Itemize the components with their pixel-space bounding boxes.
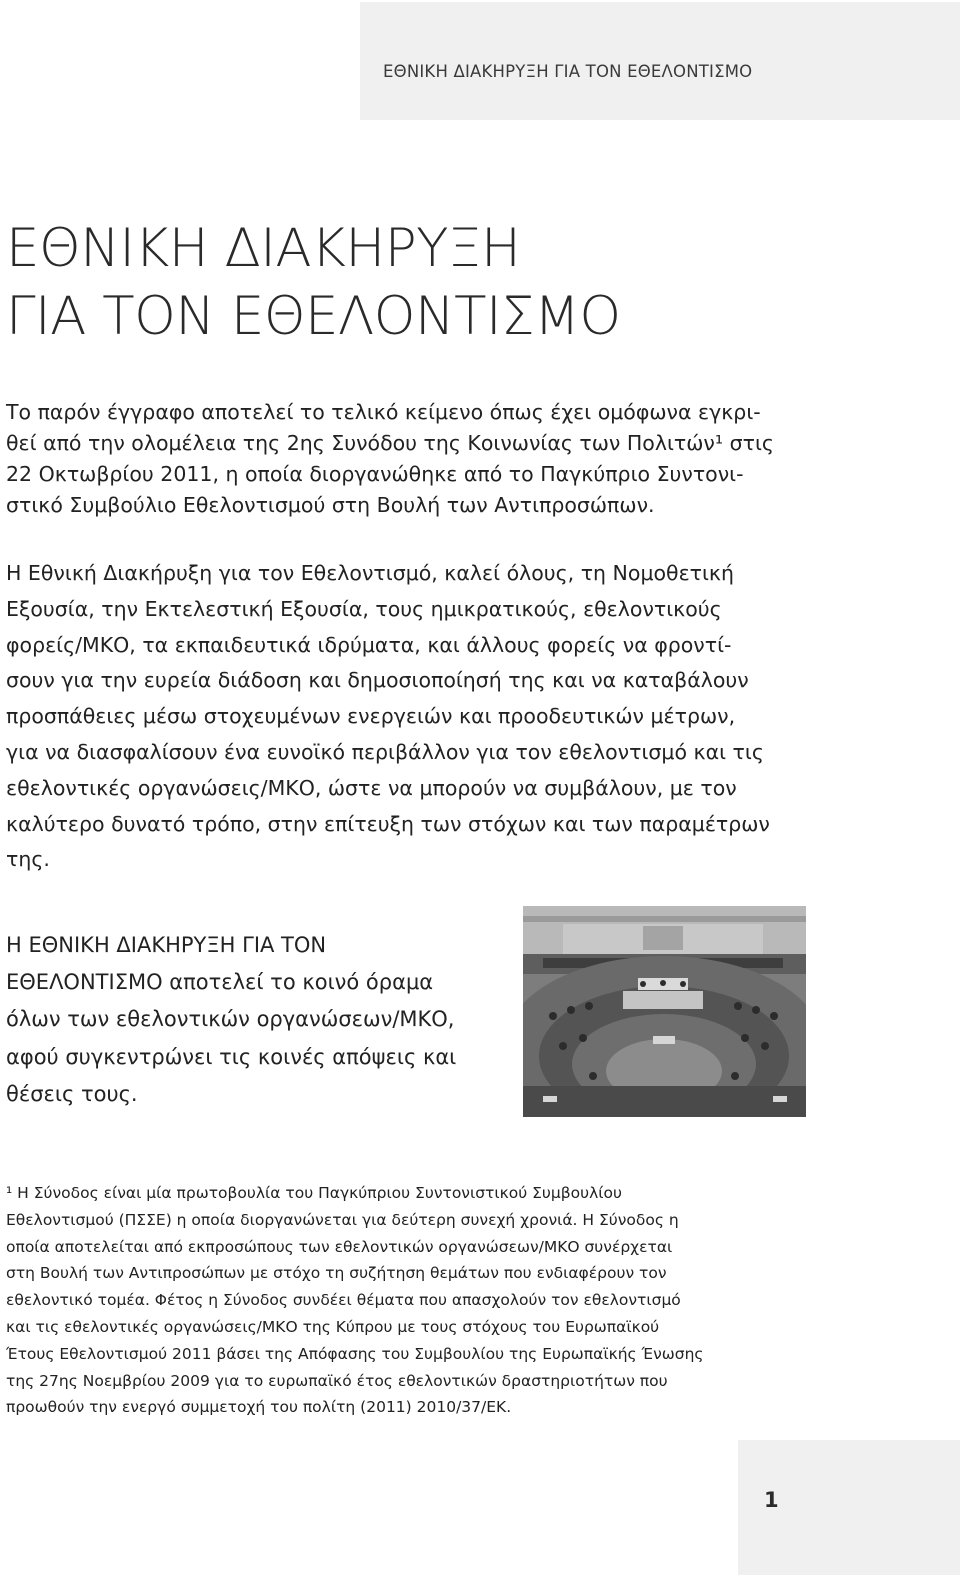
text-line: Η Εθνική Διακήρυξη για τον Εθελοντισμό, καλεί όλους, τη Νομοθετική bbox=[6, 561, 735, 585]
parliament-photo bbox=[523, 906, 806, 1117]
page-number: 1 bbox=[764, 1488, 779, 1512]
intro-paragraph bbox=[6, 397, 806, 521]
header-band bbox=[360, 2, 960, 120]
text-line: αφού συγκεντρώνει τις κοινές απόψεις και bbox=[6, 1044, 457, 1069]
text-line: Το παρόν έγγραφο αποτελεί το τελικό κείμενο όπως έχει ομόφωνα εγκρι- bbox=[6, 400, 761, 424]
title-line: ΓΙΑ ΤΟΝ ΕΘΕΛΟΝΤΙΣΜΟ bbox=[6, 286, 621, 347]
text-line: σουν για την ευρεία διάδοση και δημοσιοποίησή της και να καταβάλουν bbox=[6, 668, 749, 693]
running-title: ΕΘΝΙΚΗ ΔΙΑΚΗΡΥΞΗ ΓΙΑ ΤΟΝ ΕΘΕΛΟΝΤΙΣΜΟ bbox=[383, 62, 753, 81]
text-line: θεί από την ολομέλεια της 2ης Συνόδου της Κοινωνίας των Πολιτών¹ στις bbox=[6, 431, 774, 455]
footnote-line: οποία αποτελείται από εκπροσώπους των εθελοντικών οργανώσεων/ΜΚΟ συνέρχεται bbox=[6, 1237, 673, 1256]
footnote bbox=[6, 1180, 806, 1421]
footnote-line: εθελοντικό τομέα. Φέτος η Σύνοδος συνδέει θέματα που απασχολούν τον εθελοντισμό bbox=[6, 1291, 681, 1310]
text-line: εθελοντικές οργανώσεις/ΜΚΟ, ώστε να μπορούν να συμβάλουν, με τον bbox=[6, 775, 737, 800]
text-line: Εξουσία, την Εκτελεστική Εξουσία, τους ημικρατικούς, εθελοντικούς bbox=[6, 596, 722, 621]
callout-text bbox=[6, 927, 511, 1113]
body-paragraph bbox=[6, 556, 806, 878]
footnote-line: Εθελοντισμού (ΠΣΣΕ) η οποία διοργανώνεται για δεύτερη συνεχή χρονιά. Η Σύνοδος η bbox=[6, 1210, 679, 1229]
text-line: Η ΕΘΝΙΚΗ ΔΙΑΚΗΡΥΞΗ ΓΙΑ ΤΟΝ bbox=[6, 933, 327, 957]
text-line: φορείς/ΜΚΟ, τα εκπαιδευτικά ιδρύματα, και άλλους φορείς να φροντί- bbox=[6, 632, 732, 657]
text-line: όλων των εθελοντικών οργανώσεων/ΜΚΟ, bbox=[6, 1007, 455, 1032]
text-line: ΕΘΕΛΟΝΤΙΣΜΟ αποτελεί το κοινό όραμα bbox=[6, 970, 434, 995]
text-line: θέσεις τους. bbox=[6, 1081, 138, 1106]
text-line: για να διασφαλίσουν ένα ευνοϊκό περιβάλλον για τον εθελοντισμό και τις bbox=[6, 739, 764, 764]
text-line: στικό Συμβούλιο Εθελοντισμού στη Βουλή των Αντιπροσώπων. bbox=[6, 493, 655, 517]
footnote-line: της 27ης Νοεμβρίου 2009 για το ευρωπαϊκό έτος εθελοντικών δραστηριοτήτων που bbox=[6, 1371, 668, 1390]
footnote-line: Έτους Εθελοντισμού 2011 βάσει της Απόφασης του Συμβουλίου της Ευρωπαϊκής Ένωσης bbox=[6, 1344, 704, 1363]
footnote-line: και τις εθελοντικές οργανώσεις/ΜΚΟ της Κύπρου με τους στόχους του Ευρωπαϊκού bbox=[6, 1317, 660, 1336]
footnote-line: ¹ Η Σύνοδος είναι μία πρωτοβουλία του Παγκύπριου Συντονιστικού Συμβουλίου bbox=[6, 1184, 622, 1202]
text-line: καλύτερο δυνατό τρόπο, στην επίτευξη των στόχων και των παραμέτρων bbox=[6, 811, 770, 836]
title-line: ΕΘΝΙΚΗ ΔΙΑΚΗΡΥΞΗ bbox=[6, 218, 521, 279]
text-line: της. bbox=[6, 847, 50, 872]
text-line: 22 Οκτωβρίου 2011, η οποία διοργανώθηκε από το Παγκύπριο Συντονι- bbox=[6, 462, 744, 486]
footnote-line: προωθούν την ενεργό συμμετοχή του πολίτη (2011) 2010/37/ΕΚ. bbox=[6, 1398, 512, 1417]
footnote-line: στη Βουλή των Αντιπροσώπων με στόχο τη συζήτηση θεμάτων που ενδιαφέρουν τον bbox=[6, 1264, 667, 1283]
page-title bbox=[6, 215, 621, 351]
text-line: προσπάθειες μέσω στοχευμένων ενεργειών και προοδευτικών μέτρων, bbox=[6, 704, 736, 729]
parliament-chamber-image bbox=[523, 906, 806, 1117]
